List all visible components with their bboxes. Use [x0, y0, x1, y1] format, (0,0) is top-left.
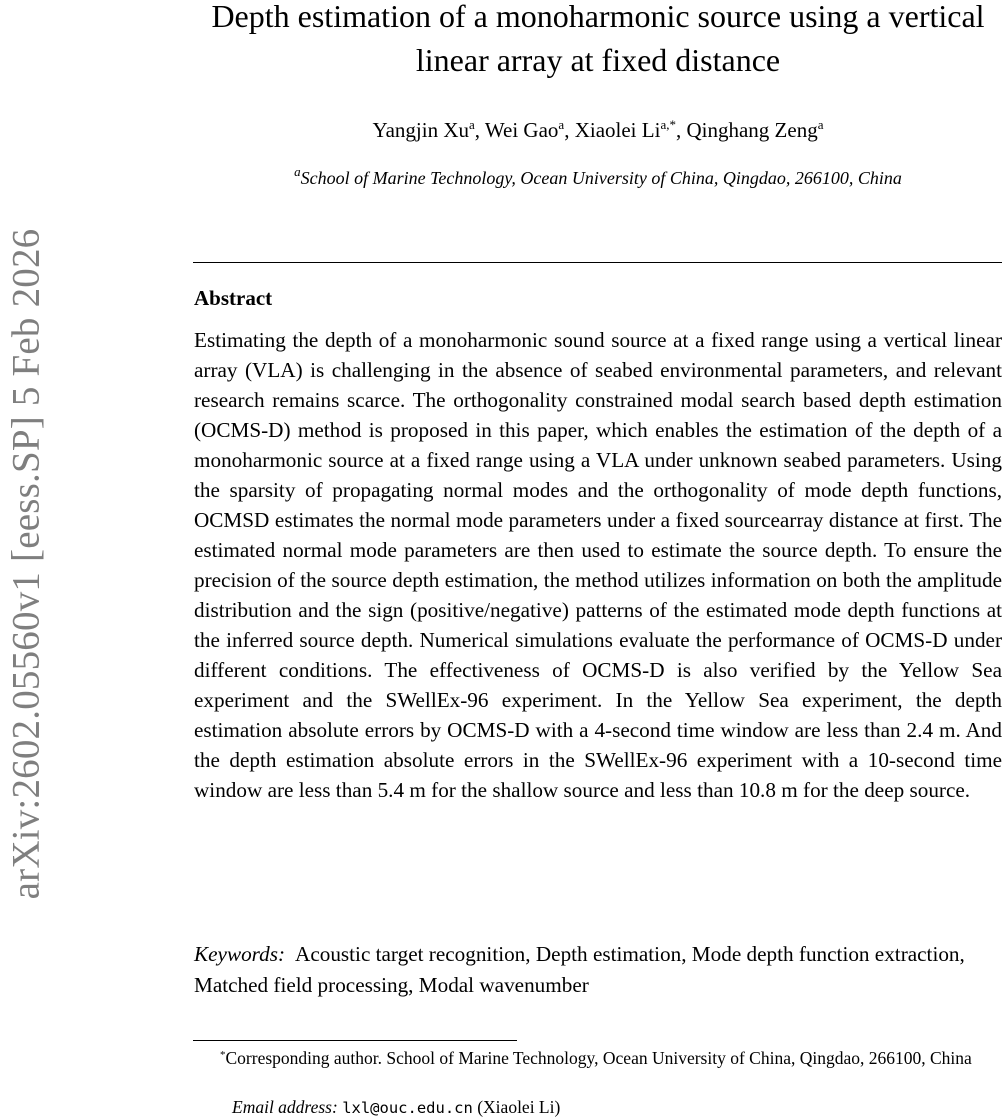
paper-title: Depth estimation of a monoharmonic source using a vertical linear array at fixed distance — [211, 0, 985, 78]
footnote-mark: * — [220, 1049, 226, 1061]
keywords — [194, 939, 1002, 1001]
corresponding-author-footnote — [194, 1046, 1002, 1070]
header-divider — [193, 262, 1002, 263]
affiliation-mark: a — [294, 164, 301, 179]
email-label: Email address: — [232, 1097, 338, 1117]
abstract-text: Estimating the depth of a monoharmonic sound source at a fixed range using a vertical linear array (VLA) is challenging in the absence of seabed environmental parameters, and relevant research remains scarce. The orthogonality constrained modal search based depth estimation (OCMS-D) method is proposed in this paper, which enables the estimation of the depth of a monoharmonic source at a fixed range using a VLA under unknown seabed parameters. Using the sparsity of propagating normal modes and the orthogonality of mode depth functions, OCMSD estimates the normal mode parameters under a fixed sourcearray distance at first. The estimated normal mode parameters are then used to estimate the source depth. To ensure the precision of the source depth estimation, the method utilizes information on both the amplitude distribution and the sign (positive/negative) patterns of the estimated mode depth functions at the inferred source depth. Numerical simulations evaluate the performance of OCMS-D under different conditions. The effectiveness of OCMS-D is also verified by the Yellow Sea experiment and the SWellEx-96 experiment. In the Yellow Sea experiment, the depth estimation absolute errors by OCMS-D with a 4-second time window are less than 2.4 m. And the depth estimation absolute errors in the SWellEx-96 experiment with a 10-second time window are less than 5.4 m for the shallow source and less than 10.8 m for the deep source. — [194, 328, 1002, 802]
author-list: Yangjin Xu$^a$, Wei Gao$^a$, Xiaolei $Li^{a,*}$, Qinghang Zeng$^a$ — [372, 117, 824, 142]
footnote-divider — [193, 1040, 517, 1041]
author-affil-mark: a — [468, 117, 475, 132]
author-name: Qinghang Zeng — [686, 118, 818, 142]
email-address-link[interactable]: lxl@ouc.edu.cn — [342, 1099, 473, 1117]
arxiv-identifier: arXiv:2602.05560v1 [eess.SP] 5 Feb 2026 — [4, 228, 48, 900]
author-name: Wei Gao — [484, 118, 559, 142]
affiliation — [192, 166, 1004, 190]
keywords-label: Keywords: — [194, 942, 286, 966]
abstract-heading: Abstract — [194, 286, 273, 310]
author-name: Xiaolei Li — [574, 118, 661, 142]
author-name: Yangjin Xu — [372, 118, 469, 142]
email-line — [232, 1095, 560, 1120]
email-owner: (Xiaolei Li) — [477, 1097, 561, 1117]
author-affil-mark: a — [817, 117, 824, 132]
keywords-text: Acoustic target recognition, Depth estimation, Mode depth function extraction, Matched field processing, Modal wavenumber — [194, 942, 965, 997]
footnote-text: Corresponding author. School of Marine Technology, Ocean University of China, Qingdao, 266100, China — [225, 1048, 972, 1068]
author-affil-mark: a — [558, 117, 565, 132]
arxiv-sidebar — [0, 0, 48, 1120]
author-affil-mark: a,* — [660, 117, 676, 132]
affiliation-text: School of Marine Technology, Ocean University of China, Qingdao, 266100, China — [300, 168, 902, 188]
